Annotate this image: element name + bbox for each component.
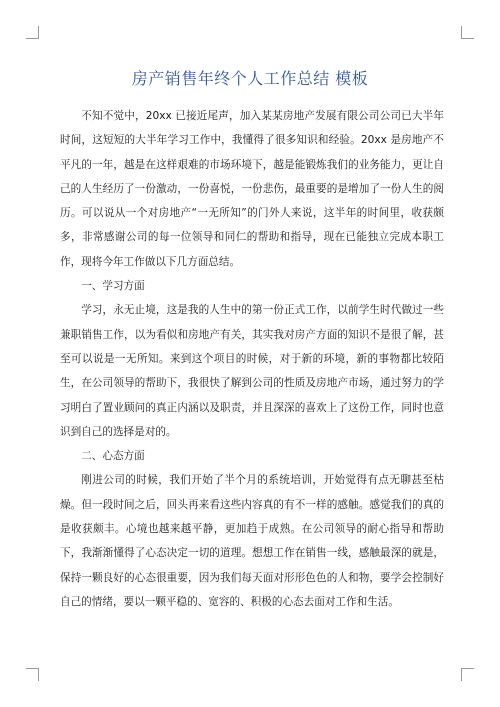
crop-mark-top-left [26,26,39,39]
crop-mark-bottom-left [26,668,39,681]
crop-mark-bottom-right [461,668,474,681]
document-body [60,104,444,614]
document-title: 房产销售年终个人工作总结 模板 [131,69,369,88]
paragraph-mindset: 刚进公司的时候，我们开始了半个月的系统培训，开始觉得有点无聊甚至枯燥。但一段时间之后，回头再来看这些内容真的有不一样的感触。感觉我们的真的是收获颇丰。心境也越来越平静，更加趋于成熟。在公司领导的耐心指导和帮助下，我渐渐懂得了心态决定一切的道理。想想工作在销售一线，感触最深的就是，保持一颗良好的心态很重要，因为我们每天面对形形色色的人和物，要学会控制好自己的情绪，要以一颗平稳的、宽容的、积极的心态去面对工作和生活。 [60,474,444,608]
section-heading-study: 一、学习方面 [81,280,145,293]
crop-mark-top-right [461,26,474,39]
paragraph-intro: 不知不觉中，20xx 已接近尾声，加入某某房地产发展有限公司公司已大半年时间，这短短的大半年学习工作中，我懂得了很多知识和经验。20xx 是房地产不平凡的一年，越是在这样艰难的市场环境下，越是能锻炼我们的业务能力，更让自己的人生经历了一份激动，一份喜悦，一份悲伤，最重要的是增加了一份人生的阅历。可以说从一个对房地产“一无所知”的门外人来说，这半年的时间里，收获颇多，非常感谢公司的每一位领导和同仁的帮助和指导，现在已能独立完成本职工作，现将今年工作做以下几方面总结。 [60,110,444,268]
section-heading-mindset: 二、心态方面 [81,450,145,463]
paragraph-study: 学习，永无止境，这是我的人生中的第一份正式工作，以前学生时代做过一些兼职销售工作，以为看似和房地产有关，其实我对房产方面的知识不是很了解，甚至可以说是一无所知。来到这个项目的时候，对于新的环境，新的事物都比较陌生，在公司领导的帮助下，我很快了解到公司的性质及房地产市场，通过努力的学习明白了置业顾问的真正内涵以及职责，并且深深的喜欢上了这份工作，同时也意识到自己的选择是对的。 [60,304,444,438]
